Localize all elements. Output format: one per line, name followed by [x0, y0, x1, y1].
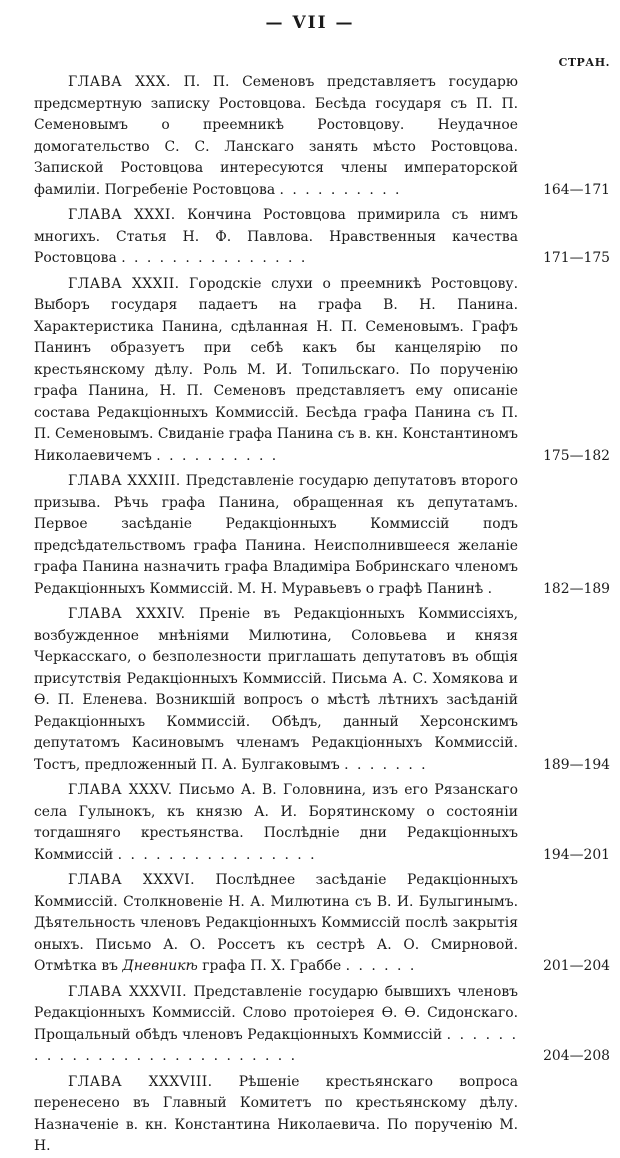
page-range: 175—182 [543, 447, 610, 464]
pages-column-label: СТРАН. [558, 56, 610, 69]
toc-entry [34, 205, 610, 270]
toc-entry-text [34, 205, 518, 270]
leader-dots: . . . . . . . [344, 756, 428, 773]
chapter-title: ГЛАВА XXXIV. [68, 606, 186, 622]
chapter-summary: Представленіе государю депутатовъ второго призыва. Рѣчь графа Панина, обращенная къ депутатамъ. Первое засѣданіе Редакціонныхъ Коммиссій подъ предсѣдательствомъ графа Панина. Неисполнившееся желаніе графа Панина назначить графа Владиміра Бобринскаго членомъ Редакціонныхъ Коммиссій. М. Н. Муравьевъ о графѣ Панинѣ [34, 473, 518, 597]
page-range: 164—171 [543, 181, 610, 198]
toc-entry-text [34, 780, 518, 866]
leader-dots: . . . . . . . . . . . . . . . . [117, 846, 317, 863]
chapter-summary: Преніе въ Редакціонныхъ Коммиссіяхъ, возбужденное мнѣніями Милютина, Соловьева и князя Черкасскаго, о безполезности приглашать депутатовъ въ общія присутствія Редакціонныхъ Коммиссій. Письма А. С. Хомякова и Ѳ. П. Еленева. Возникшій вопросъ о мѣстѣ лѣтнихъ засѣданій Редакціонныхъ Коммиссій. Обѣдъ, данный Херсонскимъ депутатомъ Касиновымъ членамъ Редакціонныхъ Коммиссій. Тостъ, предложенный П. А. Булгаковымъ [34, 606, 519, 773]
toc-entry-text [34, 1072, 518, 1158]
toc-entry-text [34, 72, 518, 201]
chapter-summary: Письмо А. В. Головнина, изъ его Рязанскаго села Гулынокъ, къ князю А. И. Борятинскому о состояніи тогдашняго крестьянства. Послѣдніе дни Редакціонныхъ Коммиссій [34, 782, 518, 863]
page-range: 182—189 [543, 580, 610, 597]
chapter-summary: Представленіе государю бывшихъ членовъ Редакціонныхъ Коммиссій. Слово протоіерея Ѳ. Ѳ. Сидонскаго. Прощальный обѣдъ членовъ Редакціонныхъ Коммиссій [34, 983, 518, 1043]
toc-entry [34, 870, 610, 978]
chapter-title: ГЛАВА XXXVI. [68, 872, 195, 888]
toc-entry-text [34, 870, 518, 978]
chapter-title: ГЛАВА XXX. [68, 74, 171, 90]
leader-dots: . . . . . . [345, 958, 417, 974]
toc-entry [34, 274, 610, 468]
chapter-title: ГЛАВА XXXV. [68, 782, 173, 798]
toc-entry [34, 1072, 610, 1158]
leader-dots: . . . . . . . . . . . . . . . [121, 250, 308, 266]
chapter-summary: Кончина Ростовцова примирила съ нимъ многихъ. Статья Н. Ф. Павлова. Нравственныя качества Ростовцова [34, 207, 518, 266]
chapter-title: ГЛАВА XXXII. [68, 275, 180, 292]
toc-entry [34, 72, 610, 201]
toc-entry [34, 604, 610, 776]
toc-entry [34, 780, 610, 866]
toc-entry [34, 982, 610, 1068]
leader-dots: . . . . . . . . . . [156, 447, 279, 464]
chapter-title: ГЛАВА XXXVII. [68, 983, 187, 1000]
toc-entry-text [34, 604, 518, 776]
chapter-summary-tail: графа П. Х. Граббе [202, 958, 342, 974]
chapter-title: ГЛАВА XXXVIII. [68, 1073, 213, 1090]
leader-dots: . . . . . . . . . . . . . . . . . . . . . . . . . . . [34, 1026, 518, 1064]
toc-entry-text [34, 274, 518, 468]
chapter-summary: Рѣшеніе крестьянскаго вопроса перенесено въ Главный Комитетъ по крестьянскому дѣлу. Назначеніе в. кн. Константина Николаевича. По порученію М. Н. [34, 1073, 518, 1154]
leader-dots: . . . . . . . . . . [279, 181, 402, 198]
page-range: 204—208 [543, 1048, 610, 1064]
page-number-header: — VII — [265, 13, 355, 33]
chapter-summary: Послѣднее засѣданіе Редакціонныхъ Коммиссій. Столкновеніе Н. А. Милютина съ В. И. Булыгинымъ. Дѣятельность членовъ Редакціонныхъ Коммиссій послѣ закрытія оныхъ. Письмо А. О. Россетъ къ сестрѣ А. О. Смирновой. Отмѣтка въ [34, 872, 519, 974]
chapter-summary: Городскіе слухи о преемникѣ Ростовцову. Выборъ государя падаетъ на графа В. Н. Панина. Характеристика Панина, сдѣланная Н. П. Семеновымъ. Графъ Панинъ образуетъ при себѣ какъ бы канцелярію по крестьянскому дѣлу. Роль М. И. Топильскаго. По порученію графа Панина, Н. П. Семеновъ представляетъ ему описаніе состава Редакціонныхъ Коммиссій. Бесѣда графа Панина съ П. П. Семеновымъ. Свиданіе графа Панина съ в. кн. Константиномъ Николаевичемъ [34, 275, 518, 464]
chapter-title: ГЛАВА XXXI. [68, 207, 176, 223]
page-range: 201—204 [543, 958, 610, 974]
diary-title-italic: Дневникѣ [122, 958, 198, 974]
page-range: 171—175 [543, 250, 610, 266]
leader-dots: . [487, 580, 495, 597]
toc-entry-text [34, 471, 518, 600]
toc-entry [34, 471, 610, 600]
chapter-summary: П. П. Семеновъ представляетъ государю предсмертную записку Ростовцова. Бесѣда государя съ П. П. Семеновымъ о преемникѣ Ростовцову. Неудачное домогательство С. С. Ланскаго занять мѣсто Ростовцова. Запиской Ростовцова интересуются члены императорской фамиліи. Погребеніе Ростовцова [34, 74, 518, 198]
chapter-title: ГЛАВА XXXIII. [68, 473, 181, 489]
page-range: 194—201 [543, 846, 610, 863]
toc-entry-text [34, 982, 518, 1068]
page-range: 189—194 [543, 756, 610, 773]
table-of-contents [34, 72, 610, 1158]
